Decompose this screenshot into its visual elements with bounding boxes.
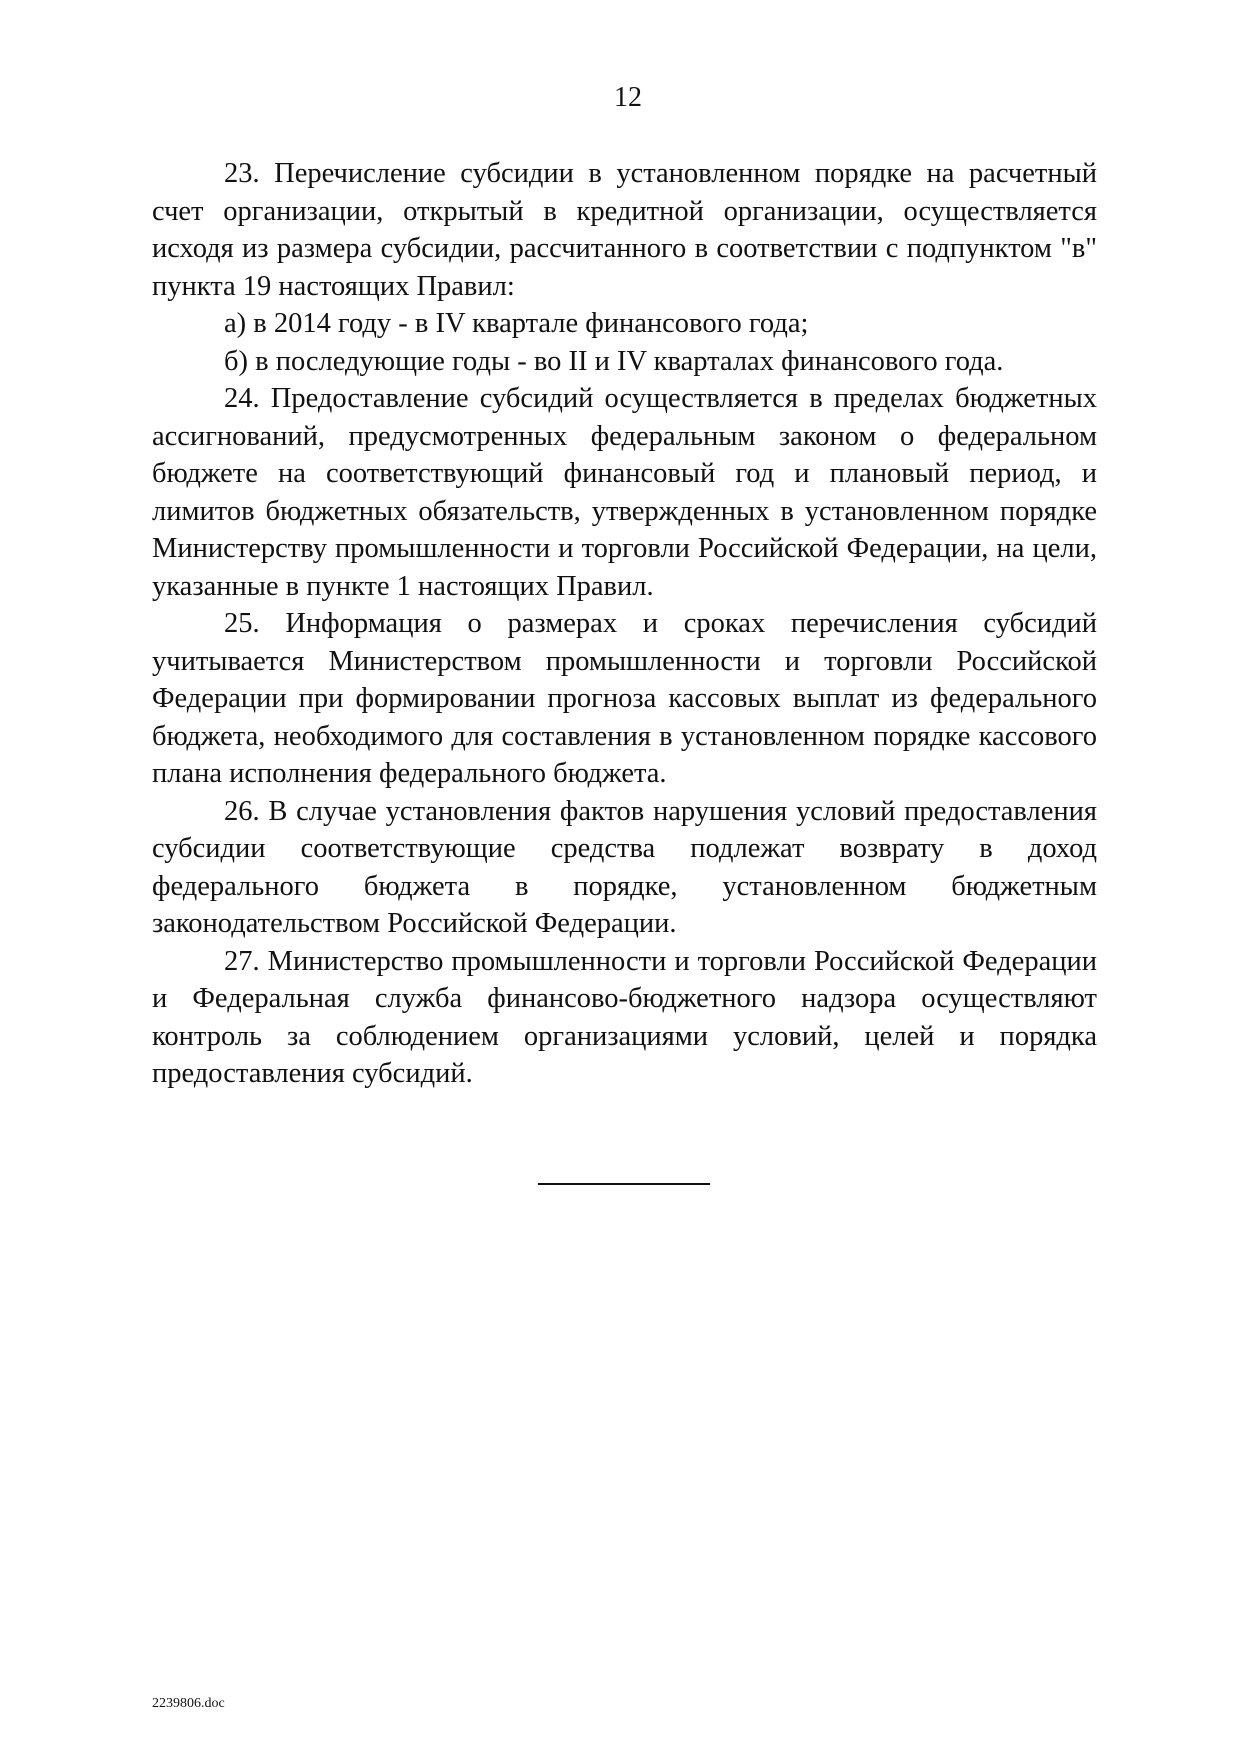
page-number: 12 — [614, 82, 642, 113]
paragraph-25: 25. Информация о размерах и сроках перечисления субсидий учитывается Министерством промышленности и торговли Российской Федерации при формировании прогноза кассовых выплат из федерального бюджета, необходимого для составления в установленном порядке кассового плана исполнения федерального бюджета. — [152, 608, 1097, 789]
paragraph-23-item-b: б) в последующие годы - во II и IV кварталах финансового года. — [224, 345, 1004, 377]
paragraph-26: 26. В случае установления фактов нарушения условий предоставления субсидии соответствующие средства подлежат возврату в доход федерального бюджета в порядке, установленном бюджетным законодательством Российской Федерации. — [152, 795, 1097, 939]
paragraph-24: 24. Предоставление субсидий осуществляется в пределах бюджетных ассигнований, предусмотренных федеральным законом о федеральном бюджете на соответствующий финансовый год и плановый период, и лимитов бюджетных обязательств, утвержденных в установленном порядке Министерству промышленности и торговли Российской Федерации, на цели, указанные в пункте 1 настоящих Правил. — [152, 383, 1097, 602]
document-file-code: 2239806.doc — [152, 1696, 225, 1711]
paragraph-23-item-a: а) в 2014 году - в IV квартале финансового года; — [224, 308, 809, 339]
end-divider-line — [538, 1183, 710, 1185]
paragraph-23: 23. Перечисление субсидии в установленном порядке на расчетный счет организации, открытый в кредитной организации, осуществляется исходя из размера субсидии, рассчитанного в соответствии с подпунктом "в" пункта 19 настоящих Правил: — [152, 158, 1097, 302]
document-body — [152, 155, 1097, 1093]
paragraph-27: 27. Министерство промышленности и торговли Российской Федерации и Федеральная служба финансово-бюджетного надзора осуществляют контроль за соблюдением организациями условий, целей и порядка предоставления субсидий. — [152, 945, 1097, 1089]
